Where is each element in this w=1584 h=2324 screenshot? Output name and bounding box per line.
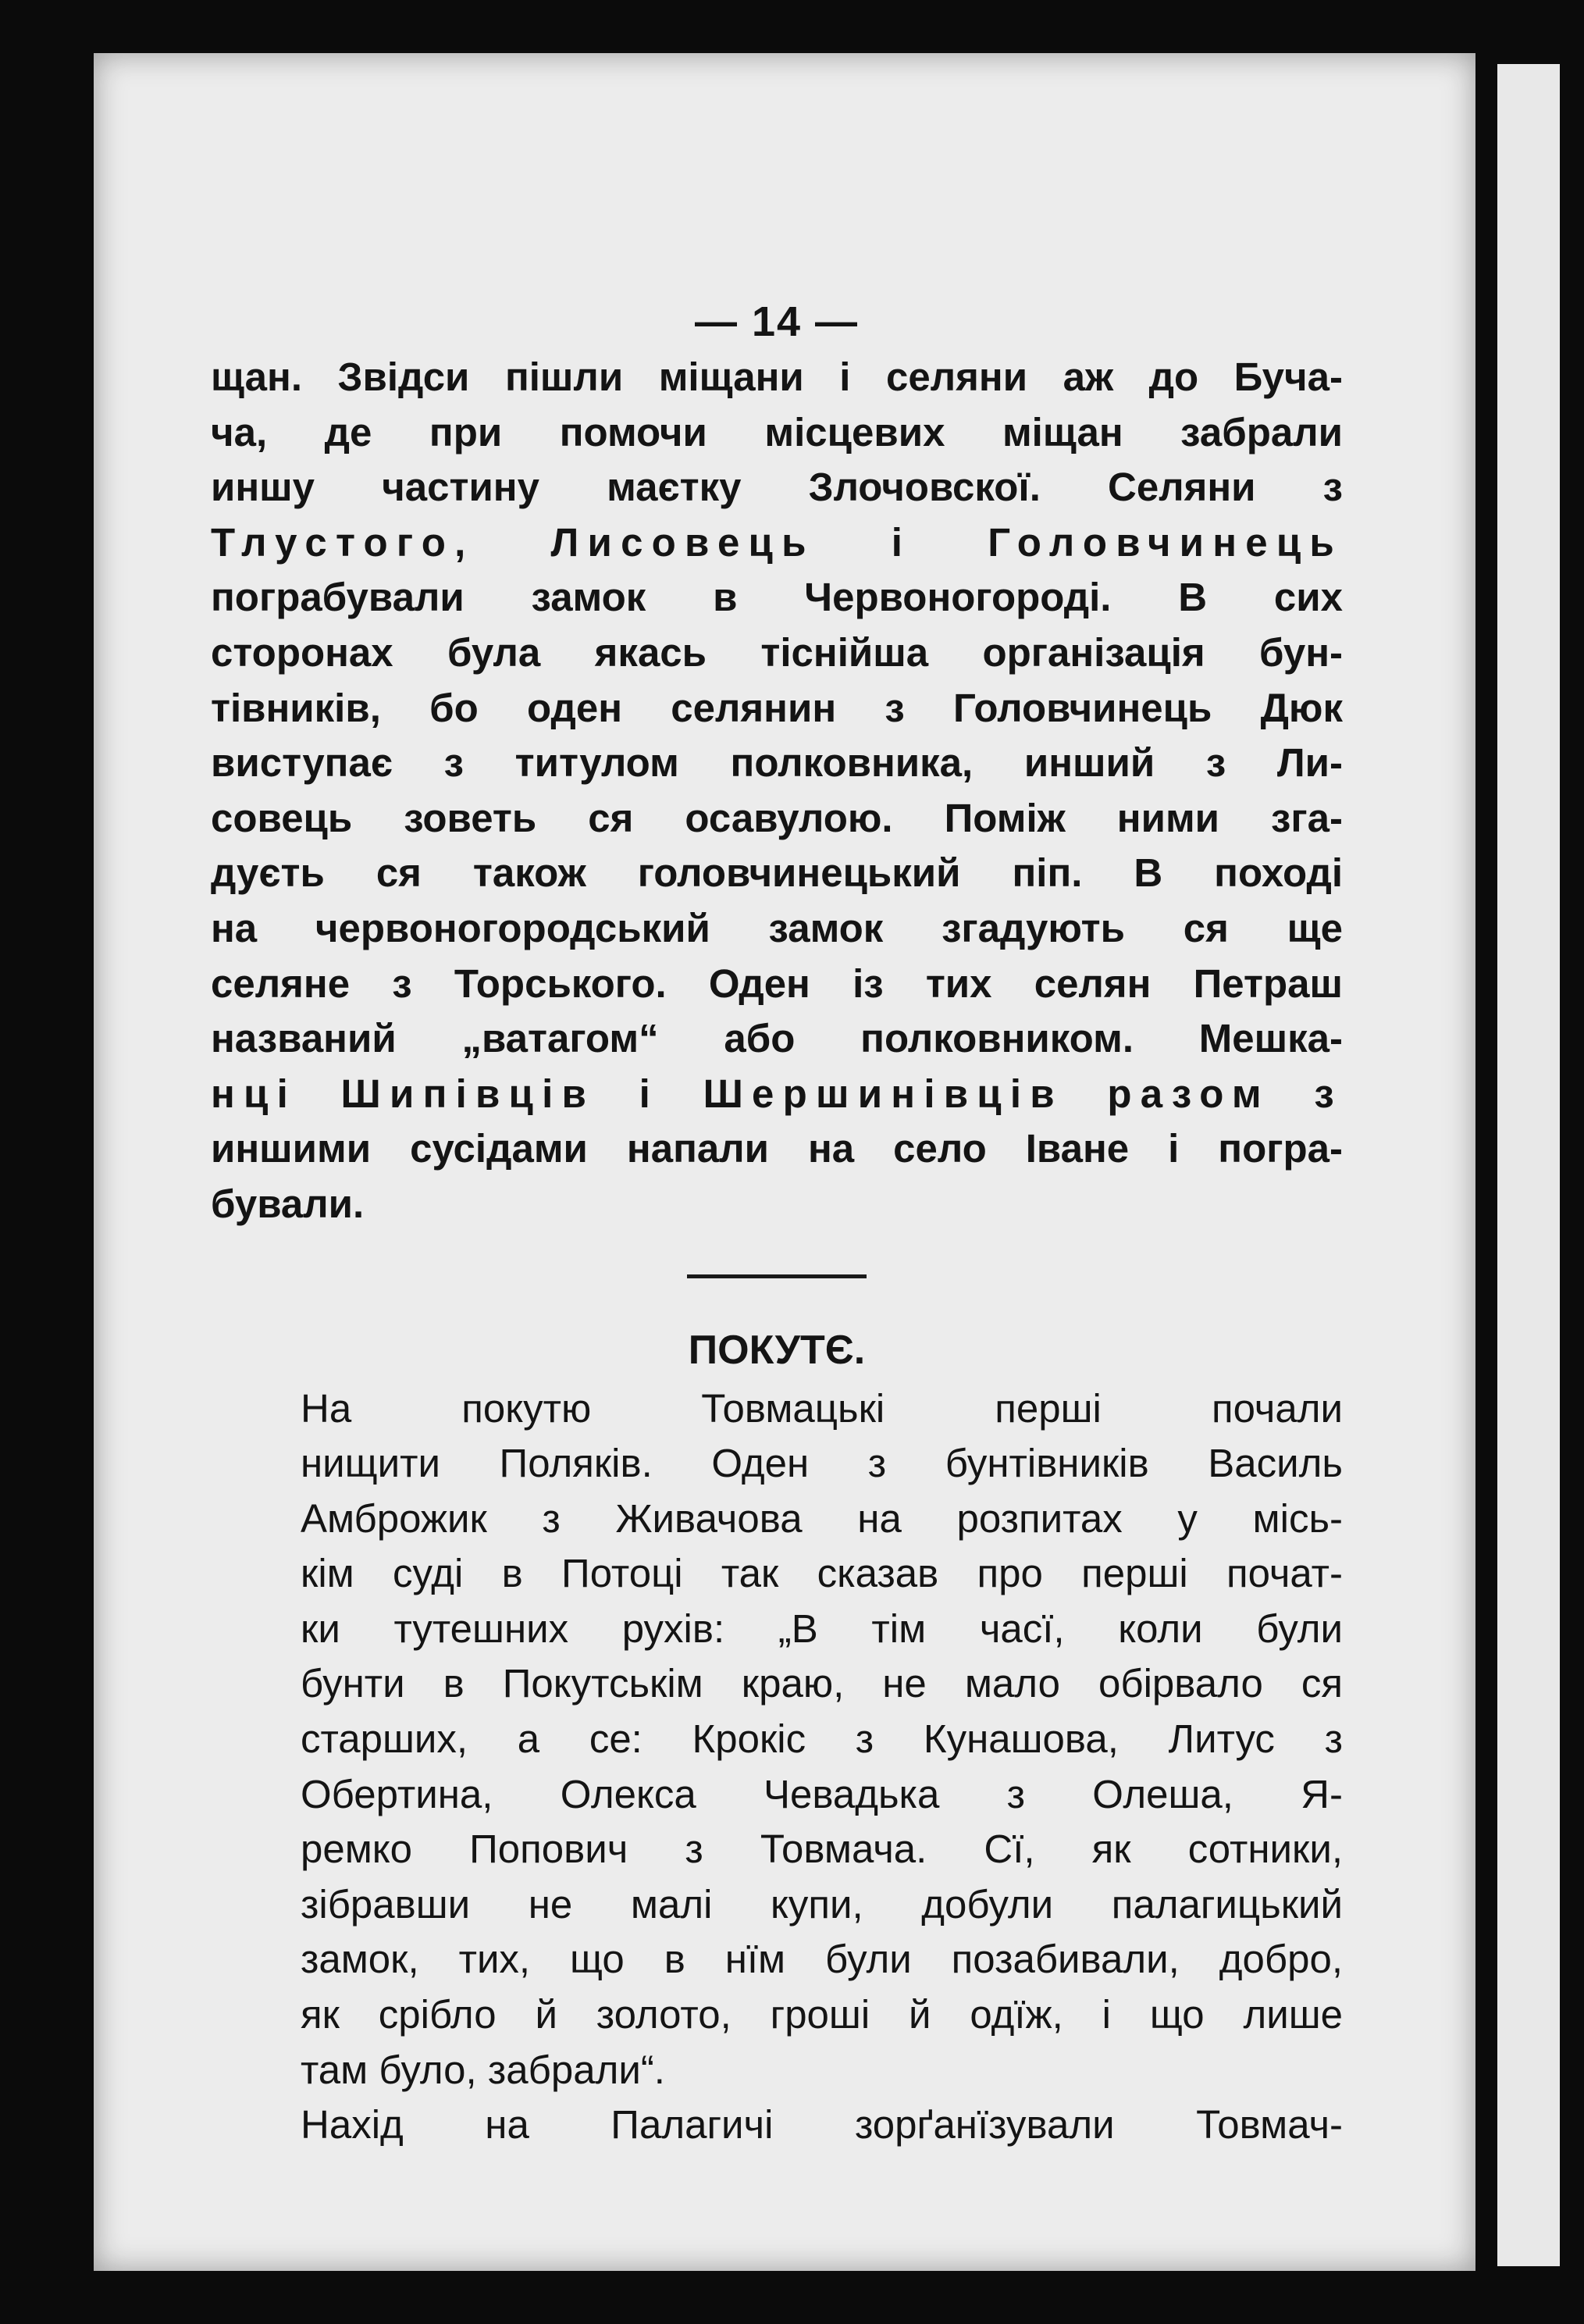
text-line: Обертина, Олекса Чевадька з Олеша, Я-: [301, 1771, 1343, 1816]
text-line: Амброжик з Живачова на розпитах у місь-: [301, 1495, 1343, 1541]
text-line: нищити Поляків. Оден з бунтівників Василь: [301, 1441, 1343, 1486]
text-line: зібравши не малі купи, добули палагицький: [301, 1881, 1343, 1927]
text-line: дуєть ся також головчинецький піп. В поході: [211, 850, 1343, 896]
text-line: тівників, бо оден селянин з Головчинець Дюк: [211, 685, 1343, 730]
text-line: на червоногородський замок згадують ся ще: [211, 905, 1343, 950]
text-line: ки тутешних рухів: „В тім часї, коли були: [301, 1606, 1343, 1651]
text-line: як срібло й золото, гроші й одїж, і що лише: [301, 1992, 1343, 2037]
paragraph-pokuttia: [211, 1381, 1343, 2098]
text-line: бунти в Покутськім краю, не мало обірвало ся: [301, 1661, 1343, 1706]
text-line: щан. Звідси пішли міщани і селяни аж до Буча-: [211, 355, 1343, 399]
text-line: там було, забрали“.: [301, 2047, 665, 2092]
text-line: селяне з Торського. Оден із тих селян Петраш: [211, 961, 1343, 1006]
adjacent-page-edge: [1497, 64, 1560, 2266]
text-line: иншими сусідами напали на село Іване і погра-: [211, 1126, 1343, 1171]
text-line: ча, де при помочи місцевих міщан забрали: [211, 409, 1343, 454]
page-number: — 14 —: [694, 298, 860, 345]
page-text: [211, 258, 1343, 2153]
text-line: кім суді в Потоці так сказав про перші почат-: [301, 1551, 1343, 1596]
text-line: Нахід на Палагичі зорґанїзували Товмач-: [301, 2102, 1343, 2148]
text-line: пограбували замок в Червоногороді. В сих: [211, 575, 1343, 620]
text-line: нці Шипівців і Шершинівців разом з: [211, 1071, 1343, 1116]
text-line: старших, а се: Крокіс з Кунашова, Литус з: [301, 1716, 1343, 1762]
text-line: совець зоветь ся осавулою. Поміж ними зга-: [211, 795, 1343, 840]
section-divider: [687, 1274, 867, 1278]
text-line: На покутю Товмацькі перші почали: [301, 1385, 1343, 1431]
paragraph-palagychi: [211, 2098, 1343, 2153]
text-line: Тлустого, Лисовець і Головчинець: [211, 519, 1343, 565]
text-line: виступає з титулом полковника, инший з Ли-: [211, 740, 1343, 786]
text-line: замок, тих, що в нїм були позабивали, добро,: [301, 1937, 1343, 1982]
paragraph-uprising-towns: [211, 350, 1343, 1232]
text-line: бували.: [211, 1181, 365, 1226]
text-line: иншу частину маєтку Злочовскої. Селяни з: [211, 465, 1343, 510]
text-line: названий „ватагом“ або полковником. Мешка-: [211, 1016, 1343, 1061]
section-title: ПОКУТЄ.: [688, 1327, 866, 1373]
text-line: сторонах була якась тіснійша організація бун-: [211, 629, 1343, 675]
text-line: ремко Попович з Товмача. Сї, як сотники,: [301, 1827, 1343, 1872]
